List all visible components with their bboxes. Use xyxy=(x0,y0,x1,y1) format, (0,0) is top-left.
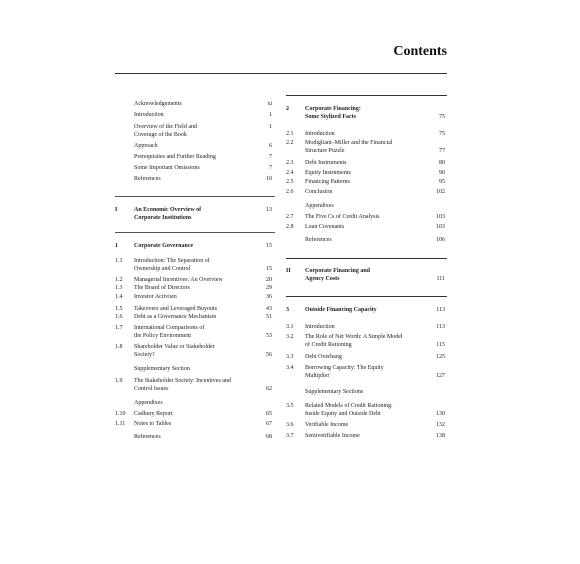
toc-entry-title: Acknowledgements xyxy=(134,101,182,107)
toc-entry-number: 1.5 xyxy=(115,306,123,312)
toc-entry-number: 1.3 xyxy=(115,285,123,291)
toc-entry-number: 3.6 xyxy=(286,422,294,428)
toc-entry-page: 102 xyxy=(436,189,445,195)
toc-entry-title: Corporate Financing: Some Stylized Facts xyxy=(305,106,361,120)
toc-entry-title: Equity Instruments xyxy=(305,170,351,176)
toc-entry-page: 138 xyxy=(436,433,445,439)
toc-entry-page: 51 xyxy=(266,314,272,320)
toc-entry-title: Overview of the Field and Coverage of the Book xyxy=(134,124,197,138)
toc-entry-number: 1.2 xyxy=(115,277,123,283)
toc-entry-page: 13 xyxy=(266,207,272,213)
toc-entry-number: 2.2 xyxy=(286,140,294,146)
toc-entry-page: 6 xyxy=(269,143,272,149)
toc-entry-title: Notes to Tables xyxy=(134,421,172,427)
toc-entry-number: 1.4 xyxy=(115,294,123,300)
toc-entry-title: Debt Instruments xyxy=(305,160,347,166)
toc-entry-number: 2.4 xyxy=(286,170,294,176)
toc-entry-title: Appendixes xyxy=(134,400,163,406)
toc-entry-number: 2.5 xyxy=(286,179,294,185)
toc-entry-page: 43 xyxy=(266,306,272,312)
toc-entry-page: 7 xyxy=(269,165,272,171)
toc-entry-number: 1.9 xyxy=(115,378,123,384)
toc-entry-title: Introduction xyxy=(134,112,164,118)
toc-entry-number: 2.8 xyxy=(286,224,294,230)
toc-entry-number: I xyxy=(115,207,118,213)
toc-entry-title: Verifiable Income xyxy=(305,422,349,428)
toc-entry-title: Loan Covenants xyxy=(305,224,345,230)
toc-entry-page: 65 xyxy=(266,411,272,417)
toc-entry-number: 1.10 xyxy=(115,411,126,417)
toc-entry-page: 77 xyxy=(439,147,445,154)
toc-entry-title: Outside Financing Capacity xyxy=(305,307,377,313)
toc-entry-title: The Role of Net Worth: A Simple Model of Credit Rationing xyxy=(305,334,403,348)
toc-entry-page: 10 xyxy=(266,176,272,182)
toc-entry-title: The Five Cs of Credit Analysis xyxy=(305,214,380,220)
toc-entry-title: The Stakeholder Society: Incentives and Control Issues xyxy=(134,378,231,392)
toc-entry-page: 127 xyxy=(436,372,445,379)
toc-entry-title: Corporate Governance xyxy=(134,243,194,249)
toc-entry-title: Financing Patterns xyxy=(305,179,350,185)
toc-entry-page: 90 xyxy=(439,170,445,176)
toc-entry-title: Modigliani–Miller and the Financial Structure Puzzle xyxy=(305,140,393,154)
toc-entry-page: 113 xyxy=(436,324,445,330)
toc-entry-page: 103 xyxy=(436,214,445,220)
toc-entry-page: 125 xyxy=(436,354,445,360)
page-title: Contents xyxy=(393,44,447,59)
toc-entry-page: 80 xyxy=(439,160,445,166)
toc-entry-title: Managerial Incentives: An Overview xyxy=(134,277,223,283)
toc-entry-number: 2.7 xyxy=(286,214,294,220)
toc-entry-page: 67 xyxy=(266,421,272,427)
toc-entry-number: 2.6 xyxy=(286,189,294,195)
divider xyxy=(115,196,275,197)
toc-entry-title: Introduction xyxy=(305,131,335,137)
toc-entry-title: Appendixes xyxy=(305,203,334,209)
toc-entry-title: An Economic Overview of Corporate Institutions xyxy=(134,207,202,221)
toc-entry-number: 3.4 xyxy=(286,365,294,371)
divider xyxy=(286,95,447,96)
toc-entry-title: The Board of Directors xyxy=(134,285,190,291)
toc-entry-page: 115 xyxy=(436,341,445,348)
toc-entry-page: 111 xyxy=(436,275,445,282)
toc-entry-page: 130 xyxy=(436,410,445,417)
toc-entry-title: Borrowing Capacity: The Equity Multiplier xyxy=(305,365,384,379)
toc-entry-page: 15 xyxy=(266,265,272,272)
toc-entry-page: 1 xyxy=(269,112,272,118)
toc-entry-title: Supplementary Sections xyxy=(305,389,364,395)
divider xyxy=(286,258,447,259)
toc-entry-title: Investor Activism xyxy=(134,294,177,300)
toc-entry-number: 1.8 xyxy=(115,344,123,350)
toc-entry-page: 113 xyxy=(436,307,445,313)
toc-entry-page: 132 xyxy=(436,422,445,428)
toc-entry-title: Prerequisites and Further Reading xyxy=(134,154,216,160)
toc-entry-title: Shareholder Value or Stakeholder Society? xyxy=(134,344,215,358)
toc-entry-number: 2.3 xyxy=(286,160,294,166)
toc-entry-page: 103 xyxy=(436,224,445,230)
toc-entry-title: Approach xyxy=(134,143,158,149)
toc-entry-title: Some Important Omissions xyxy=(134,165,200,171)
toc-entry-title: Conclusion xyxy=(305,189,333,195)
toc-entry-number: 1.11 xyxy=(115,421,126,427)
toc-entry-page: 7 xyxy=(269,154,272,160)
toc-entry-number: 3.1 xyxy=(286,324,294,330)
toc-entry-page: 36 xyxy=(266,294,272,300)
toc-entry-title: Semiverifiable Income xyxy=(305,433,360,439)
toc-entry-title: Debt as a Governance Mechanism xyxy=(134,314,217,320)
toc-entry-title: Takeovers and Leveraged Buyouts xyxy=(134,306,218,312)
toc-entry-number: 1.7 xyxy=(115,325,123,331)
title-rule xyxy=(115,73,447,74)
toc-entry-number: 1.6 xyxy=(115,314,123,320)
toc-entry-title: Debt Overhang xyxy=(305,354,342,360)
toc-entry-number: 3.3 xyxy=(286,354,294,360)
toc-entry-title: Introduction: The Separation of Ownership and Control xyxy=(134,258,210,272)
toc-entry-title: References xyxy=(134,434,161,440)
toc-entry-page: 56 xyxy=(266,351,272,358)
toc-entry-title: References xyxy=(305,237,332,243)
toc-entry-page: 68 xyxy=(266,434,272,440)
toc-entry-page: 15 xyxy=(266,243,272,249)
toc-entry-title: Corporate Financing and Agency Costs xyxy=(305,268,371,282)
toc-entry-page: 53 xyxy=(266,332,272,339)
divider xyxy=(115,232,275,233)
toc-entry-title: Related Models of Credit Rationing: Inside Equity and Outside Debt xyxy=(305,403,393,417)
toc-entry-number: 1.1 xyxy=(115,258,123,264)
toc-entry-number: 3 xyxy=(286,307,289,313)
toc-entry-title: International Comparisons of the Policy Environment xyxy=(134,325,205,339)
toc-entry-number: 3.7 xyxy=(286,433,294,439)
toc-entry-page: 106 xyxy=(436,237,445,243)
toc-entry-page: xi xyxy=(267,101,272,107)
divider xyxy=(286,296,447,297)
toc-entry-title: Cadbury Report xyxy=(134,411,173,417)
toc-entry-number: 3.2 xyxy=(286,334,294,340)
toc-entry-number: 3.5 xyxy=(286,403,294,409)
toc-entry-page: 62 xyxy=(266,385,272,392)
toc-entry-number: 2 xyxy=(286,106,289,112)
toc-entry-page: 29 xyxy=(266,285,272,291)
toc-entry-title: Introduction xyxy=(305,324,335,330)
toc-entry-number: 1 xyxy=(115,243,118,249)
toc-entry-page: 1 xyxy=(269,124,272,130)
toc-entry-number: 2.1 xyxy=(286,131,294,137)
toc-entry-title: References xyxy=(134,176,161,182)
toc-entry-title: Supplementary Section xyxy=(134,366,190,372)
toc-entry-number: II xyxy=(286,268,291,274)
toc-entry-page: 95 xyxy=(439,179,445,185)
toc-entry-page: 75 xyxy=(439,131,445,137)
toc-entry-page: 20 xyxy=(266,277,272,283)
toc-entry-page: 75 xyxy=(439,113,445,120)
